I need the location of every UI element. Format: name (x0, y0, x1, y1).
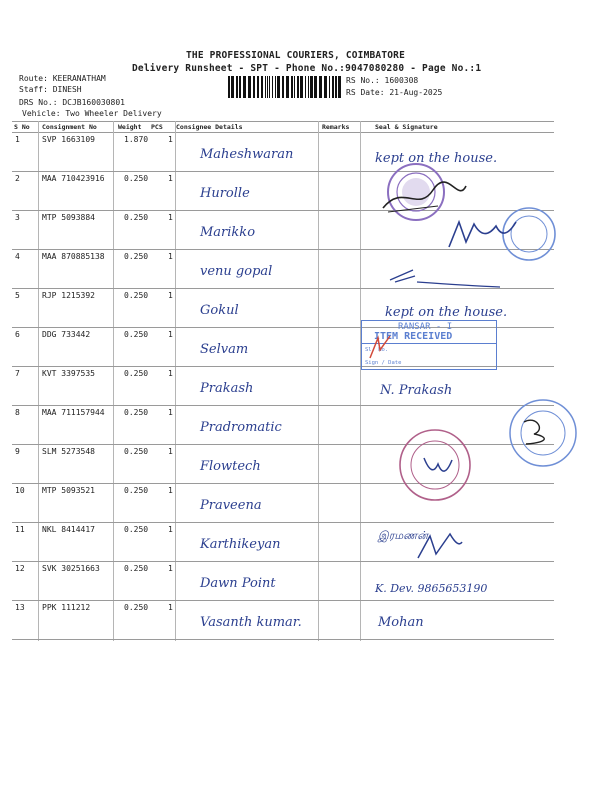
row-weight: 0.250 (124, 174, 149, 183)
barcode-bar (231, 76, 234, 98)
signature-scribble (444, 212, 524, 256)
col-consignment: Consignment No (42, 123, 97, 131)
row-weight: 0.250 (124, 525, 149, 534)
row-pcs: 1 (168, 564, 173, 573)
row-remark-handwritten: K. Dev. 9865653190 (375, 582, 488, 595)
barcode-bar (308, 76, 309, 98)
row-consignment-no: SVP 1663109 (42, 135, 95, 144)
row-consignment-no: DDG 733442 (42, 330, 91, 339)
stamp-sign-label: Sign / Date (365, 360, 402, 366)
row-weight: 0.250 (124, 252, 149, 261)
signature-scribble (418, 448, 458, 488)
row-consignee-signature: venu gopal (200, 264, 273, 279)
row-sno: 10 (15, 486, 25, 495)
barcode-bar (335, 76, 337, 98)
row-weight: 0.250 (124, 603, 149, 612)
row-consignment-no: MAA 711157944 (42, 408, 105, 417)
row-consignment-no: SLM 5273548 (42, 447, 95, 456)
row-sno: 4 (15, 252, 20, 261)
row-consignment-no: RJP 1215392 (42, 291, 95, 300)
barcode-bar (319, 76, 322, 98)
table-top-line (12, 121, 554, 122)
row-sno: 2 (15, 174, 20, 183)
barcode-bar (243, 76, 246, 98)
row-weight: 0.250 (124, 486, 149, 495)
row-consignee-signature: Dawn Point (200, 576, 276, 591)
barcode-bar (324, 76, 327, 98)
stamp-title: ITEM RECEIVED (374, 331, 453, 342)
barcode-bar (253, 76, 255, 98)
row-consignee-signature: Selvam (200, 342, 249, 357)
barcode-bar (329, 76, 330, 98)
row-consignment-no: MTP 5093884 (42, 213, 95, 222)
vehicle-text: Vehicle: Two Wheeler Delivery (22, 109, 162, 118)
row-consignment-no: MAA 870885138 (42, 252, 105, 261)
barcode-bar (275, 76, 276, 98)
row-consignee-signature: Maheshwaran (200, 147, 294, 162)
row-weight: 0.250 (124, 564, 149, 573)
barcode-bar (269, 76, 270, 98)
barcode-bar (305, 76, 306, 98)
row-sno: 8 (15, 408, 20, 417)
stamp-company: RANSAR - I (398, 322, 453, 332)
signature-scribble (360, 330, 400, 360)
table-row (0, 289, 600, 328)
row-consignee-signature: Marikko (200, 225, 256, 240)
barcode-image (228, 76, 341, 98)
row-weight: 0.250 (124, 330, 149, 339)
barcode-bar (291, 76, 293, 98)
barcode-bar (277, 76, 280, 98)
rs-number: RS No.: 1600308 (346, 76, 419, 85)
row-consignment-no: SVK 30251663 (42, 564, 100, 573)
staff-text: Staff: DINESH (19, 85, 82, 94)
row-consignment-no: PPK 111212 (42, 603, 91, 612)
row-sno: 3 (15, 213, 20, 222)
row-sno: 7 (15, 369, 20, 378)
col-remarks: Remarks (322, 123, 350, 131)
row-consignee-signature: Karthikeyan (200, 537, 281, 552)
barcode-bar (272, 76, 273, 98)
table-row (0, 523, 600, 562)
barcode-bar (338, 76, 341, 98)
row-remark-handwritten: kept on the house. (385, 305, 508, 320)
barcode-bar (332, 76, 334, 98)
row-remark-handwritten: N. Prakash (380, 383, 453, 398)
row-consignment-no: KVT 3397535 (42, 369, 95, 378)
barcode-bar (261, 76, 263, 98)
row-pcs: 1 (168, 603, 173, 612)
row-weight: 0.250 (124, 369, 149, 378)
runsheet-subtitle: Delivery Runsheet - SPT - Phone No.:9047080280 - Page No.:1 (132, 63, 482, 74)
table-row (0, 601, 600, 640)
row-consignee-signature: Hurolle (200, 186, 250, 201)
row-consignee-signature: Praveena (200, 498, 262, 513)
col-pcs: PCS (151, 123, 163, 131)
barcode-bar (297, 76, 299, 98)
col-sno: S No (14, 123, 30, 131)
row-consignee-signature: Prakash (200, 381, 254, 396)
row-pcs: 1 (168, 330, 173, 339)
route-text: Route: KEERANATHAM (19, 74, 106, 83)
table-row (0, 562, 600, 601)
row-sno: 1 (15, 135, 20, 144)
row-remark-handwritten: kept on the house. (375, 151, 498, 166)
table-row (0, 328, 600, 367)
row-weight: 0.250 (124, 213, 149, 222)
rs-date: RS Date: 21-Aug-2025 (346, 88, 443, 97)
barcode-bar (310, 76, 313, 98)
company-title: THE PROFESSIONAL COURIERS, COIMBATORE (186, 50, 406, 61)
row-sno: 5 (15, 291, 20, 300)
col-weight: Weight (118, 123, 142, 131)
row-pcs: 1 (168, 525, 173, 534)
row-weight: 0.250 (124, 291, 149, 300)
row-remark-handwritten: Mohan (378, 615, 424, 630)
row-consignee-signature: Pradromatic (200, 420, 282, 435)
table-row (0, 133, 600, 172)
row-pcs: 1 (168, 291, 173, 300)
barcode-bar (248, 76, 251, 98)
row-pcs: 1 (168, 135, 173, 144)
barcode-bar (300, 76, 303, 98)
row-sno: 11 (15, 525, 25, 534)
row-pcs: 1 (168, 486, 173, 495)
barcode-bar (286, 76, 289, 98)
table-row (0, 484, 600, 523)
row-pcs: 1 (168, 447, 173, 456)
signature-scribble (516, 410, 560, 450)
row-sno: 9 (15, 447, 20, 456)
row-weight: 1.870 (124, 135, 149, 144)
row-consignee-signature: Vasanth kumar. (200, 615, 302, 630)
barcode-bar (267, 76, 268, 98)
col-seal: Seal & Signature (375, 123, 438, 131)
barcode-bar (239, 76, 241, 98)
row-remark-handwritten: இரமணன் (378, 529, 428, 542)
row-pcs: 1 (168, 213, 173, 222)
row-divider (12, 639, 554, 640)
row-pcs: 1 (168, 252, 173, 261)
stamp-sl-label: Sl. No. (365, 347, 389, 353)
row-pcs: 1 (168, 408, 173, 417)
row-sno: 6 (15, 330, 20, 339)
row-consignee-signature: Flowtech (200, 459, 261, 474)
row-weight: 0.250 (124, 408, 149, 417)
row-consignee-signature: Gokul (200, 303, 239, 318)
barcode-bar (236, 76, 238, 98)
row-pcs: 1 (168, 369, 173, 378)
barcode-bar (282, 76, 284, 98)
barcode-bar (257, 76, 259, 98)
barcode-bar (228, 76, 230, 98)
barcode-bar (265, 76, 266, 98)
barcode-bar (314, 76, 317, 98)
barcode-bar (294, 76, 295, 98)
row-consignment-no: NKL 8414417 (42, 525, 95, 534)
col-consignee: Consignee Details (176, 123, 243, 131)
row-consignment-no: MAA 710423916 (42, 174, 105, 183)
signature-scribble (385, 262, 505, 290)
drs-number: DRS No.: DCJB160030801 (19, 98, 125, 107)
row-pcs: 1 (168, 174, 173, 183)
row-sno: 12 (15, 564, 25, 573)
signature-scribble (410, 528, 470, 564)
row-weight: 0.250 (124, 447, 149, 456)
row-sno: 13 (15, 603, 25, 612)
row-consignment-no: MTP 5093521 (42, 486, 95, 495)
